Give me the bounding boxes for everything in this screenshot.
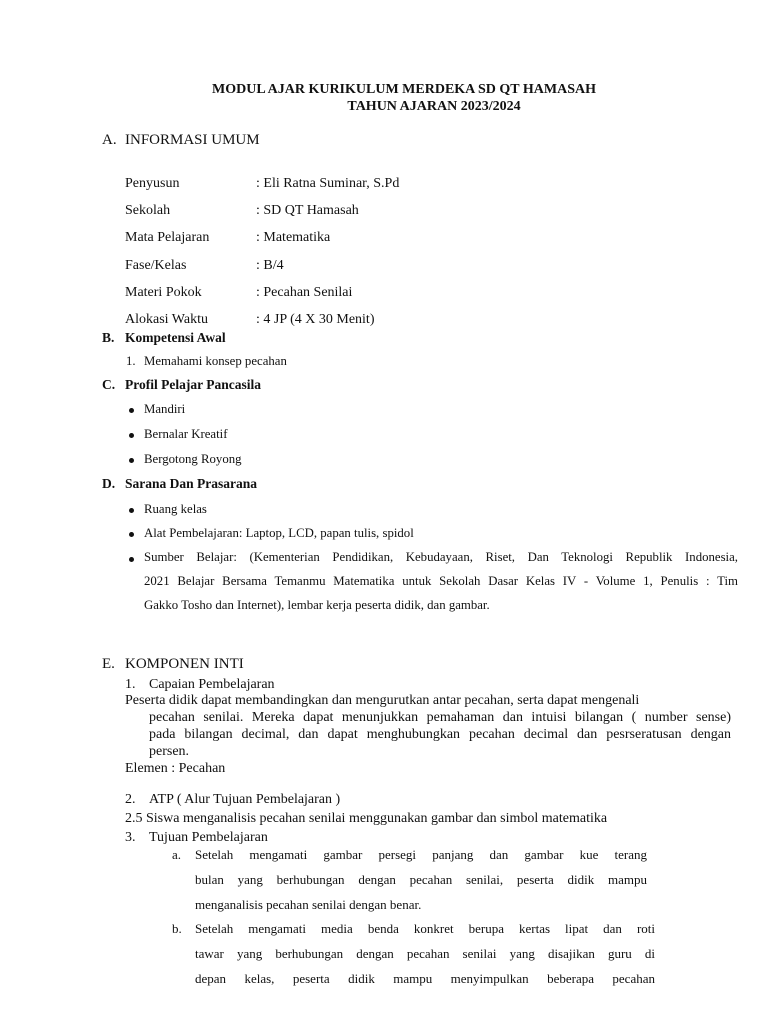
subsection-number: 2. — [125, 792, 136, 807]
objective-line: bulan yang berhubungan dengan pecahan senilai, peserta didik mampu — [195, 872, 647, 887]
info-label: Mata Pelajaran — [125, 230, 210, 245]
bullet-dot — [129, 433, 134, 438]
subsection-title: ATP ( Alur Tujuan Pembelajaran ) — [149, 792, 341, 807]
section-a-heading: INFORMASI UMUM — [125, 132, 260, 148]
objective-letter: a. — [172, 847, 182, 862]
info-value: : Eli Ratna Suminar, S.Pd — [256, 176, 400, 191]
list-item: Alat Pembelajaran: Laptop, LCD, papan tulis, spidol — [144, 526, 414, 540]
cp-paragraph-line: pecahan senilai. Mereka dapat menunjukkan pemahaman dan intuisi bilangan ( number sense) — [149, 710, 731, 725]
section-e-letter: E. — [102, 656, 115, 672]
source-line: Sumber Belajar: (Kementerian Pendidikan, Kebudayaan, Riset, Dan Teknologi Republik Indonesia, — [144, 550, 738, 564]
objective-line: tawar yang berhubungan dengan pecahan senilai yang disajikan guru di — [195, 946, 655, 961]
section-b-heading: Kompetensi Awal — [125, 330, 226, 345]
section-c-heading: Profil Pelajar Pancasila — [125, 377, 261, 392]
list-number: 1. — [126, 354, 136, 368]
subsection-title: Capaian Pembelajaran — [149, 677, 275, 692]
subsection-number: 1. — [125, 677, 136, 692]
bullet-dot — [129, 408, 134, 413]
list-item: Bergotong Royong — [144, 452, 242, 466]
section-b-letter: B. — [102, 330, 115, 345]
info-label: Alokasi Waktu — [125, 312, 208, 327]
info-label: Penyusun — [125, 176, 180, 191]
info-value: : 4 JP (4 X 30 Menit) — [256, 312, 375, 327]
info-value: : SD QT Hamasah — [256, 203, 359, 218]
cp-paragraph-line: pada bilangan decimal, dan dapat menghubungkan pecahan decimal dan pesrseratusan dengan — [149, 727, 731, 742]
info-value: : Pecahan Senilai — [256, 285, 353, 300]
section-c-letter: C. — [102, 377, 116, 392]
objective-line: Setelah mengamati media benda konkret berupa kertas lipat dan roti — [195, 921, 655, 936]
source-line: Gakko Tosho dan Internet), lembar kerja peserta didik, dan gambar. — [144, 598, 490, 612]
source-line: 2021 Belajar Bersama Temanmu Matematika untuk Sekolah Dasar Kelas IV - Volume 1, Penulis : Tim — [144, 574, 738, 588]
cp-paragraph-line: persen. — [149, 744, 190, 759]
section-e-heading: KOMPONEN INTI — [125, 656, 244, 672]
list-item: Ruang kelas — [144, 502, 207, 516]
info-label: Fase/Kelas — [125, 258, 187, 273]
objective-line: menganalisis pecahan senilai dengan benar. — [195, 897, 422, 912]
info-label: Materi Pokok — [125, 285, 202, 300]
list-item: Memahami konsep pecahan — [144, 354, 287, 368]
subsection-title: Tujuan Pembelajaran — [149, 830, 268, 845]
elemen-label: Elemen : Pecahan — [125, 761, 226, 776]
bullet-dot — [129, 508, 134, 513]
bullet-dot — [129, 557, 134, 562]
cp-paragraph-line: Peserta didik dapat membandingkan dan mengurutkan antar pecahan, serta dapat mengenali — [125, 693, 640, 708]
section-d-letter: D. — [102, 476, 116, 491]
document-title-line1: MODUL AJAR KURIKULUM MERDEKA SD QT HAMASAH — [212, 82, 596, 97]
bullet-dot — [129, 532, 134, 537]
bullet-dot — [129, 458, 134, 463]
objective-line: Setelah mengamati gambar persegi panjang dan gambar kue terang — [195, 847, 647, 862]
list-item: Bernalar Kreatif — [144, 427, 228, 441]
info-value: : B/4 — [256, 258, 284, 273]
section-a-letter: A. — [102, 132, 117, 148]
objective-letter: b. — [172, 921, 182, 936]
subsection-number: 3. — [125, 830, 136, 845]
section-d-heading: Sarana Dan Prasarana — [125, 476, 258, 491]
info-label: Sekolah — [125, 203, 171, 218]
objective-line: depan kelas, peserta didik mampu menyimpulkan beberapa pecahan — [195, 971, 655, 986]
atp-line: 2.5 Siswa menganalisis pecahan senilai menggunakan gambar dan simbol matematika — [125, 811, 608, 826]
list-item: Mandiri — [144, 402, 186, 416]
document-title-line2: TAHUN AJARAN 2023/2024 — [347, 99, 521, 114]
info-value: : Matematika — [256, 230, 331, 245]
